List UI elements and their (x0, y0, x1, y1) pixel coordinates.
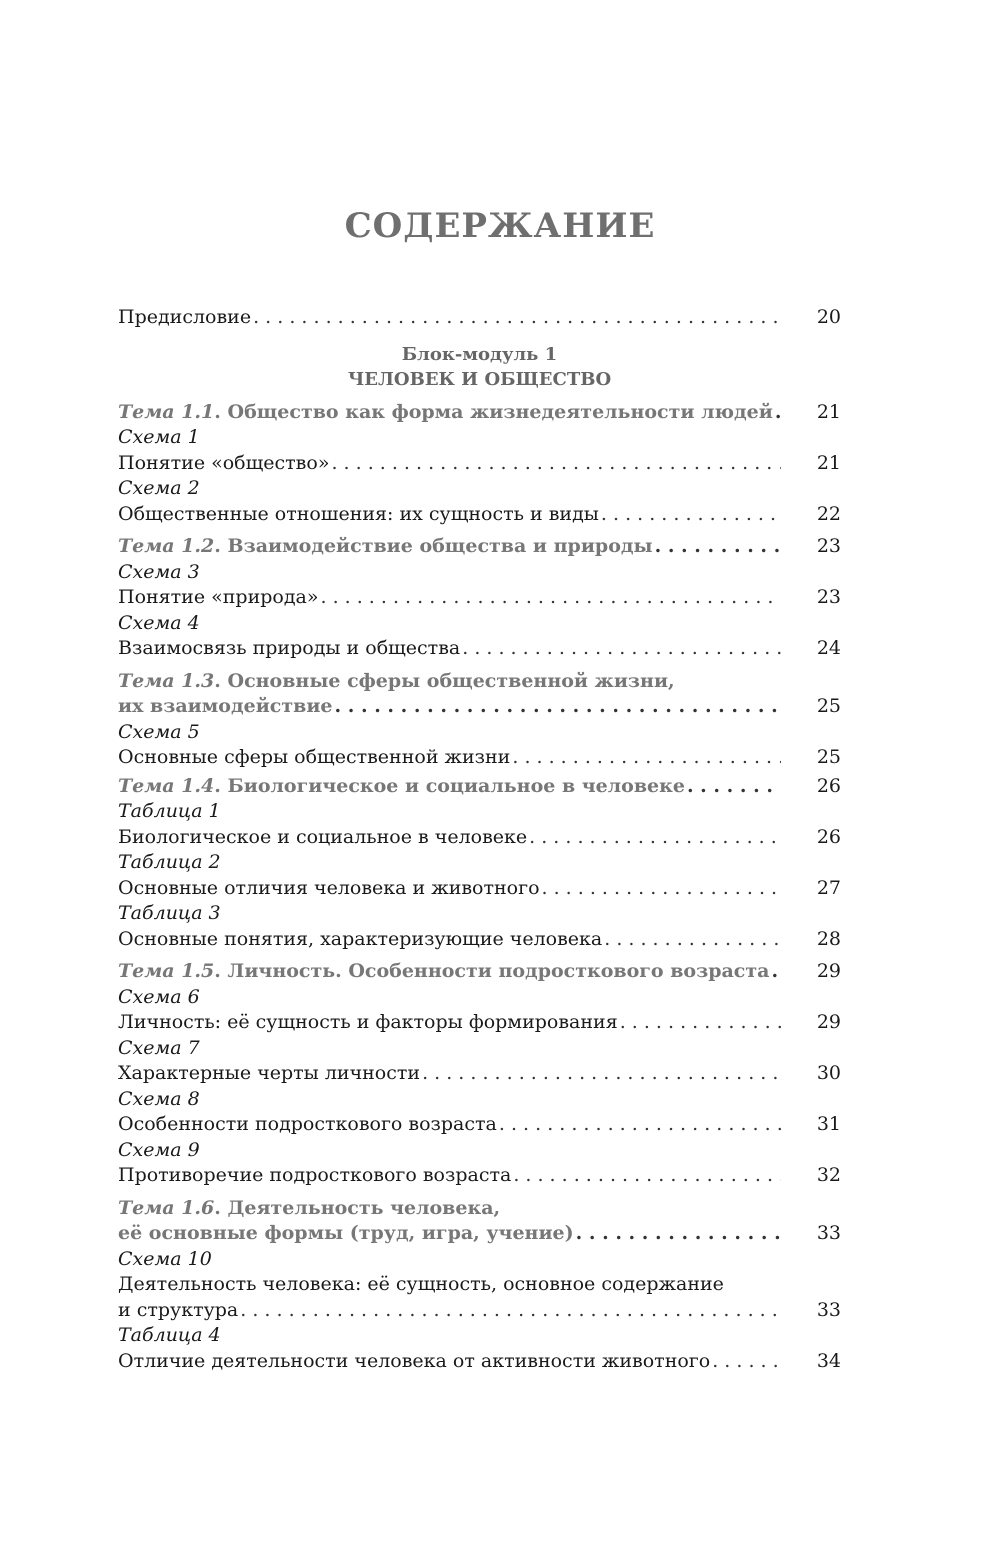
leader-dots (601, 502, 781, 528)
page-number: 27 (816, 876, 841, 899)
page-number: 25 (816, 746, 841, 768)
leader-dots (240, 1298, 781, 1324)
block-heading (118, 343, 841, 393)
topic-title-line1: Основные сферы общественной жизни, (227, 669, 675, 692)
toc-entry[interactable] (118, 745, 841, 771)
page-number: 33 (816, 1298, 841, 1321)
page-number: 32 (816, 1164, 841, 1186)
leader-dots (771, 959, 781, 985)
leader-dots (422, 1061, 781, 1087)
entry-text: Понятие «природа» (118, 586, 319, 608)
table-of-contents (118, 305, 841, 1374)
entry-text: Основные сферы общественной жизни (118, 746, 511, 768)
toc-topic[interactable]: Тема 1.6. Деятельность человека, её основные формы (труд, игра, учение) . . . 33 (118, 1196, 841, 1247)
toc-entry[interactable] (118, 636, 841, 662)
page-number: 26 (816, 774, 841, 797)
topic-number: Тема 1.5 (118, 960, 215, 982)
leader-dots (462, 636, 781, 662)
item-caption: Схема 4 (118, 611, 200, 634)
page-number: 21 (816, 400, 841, 423)
item-caption: Таблица 2 (118, 851, 221, 873)
entry-text: Основные отличия человека и животного (118, 876, 540, 899)
topic-number: Тема 1.4 (118, 774, 215, 797)
topic-number: Тема 1.2 (118, 535, 215, 557)
leader-dots (512, 745, 781, 771)
leader-dots (712, 1349, 781, 1375)
leader-dots (331, 451, 781, 477)
page-title: СОДЕРЖАНИЕ (344, 206, 656, 246)
topic-title: Личность. Особенности подросткового возраста (227, 960, 770, 982)
item-caption: Схема 6 (118, 985, 200, 1008)
toc-entry[interactable] (118, 451, 841, 477)
page-number: 28 (816, 927, 841, 950)
entry-text: Особенности подросткового возраста (118, 1113, 497, 1135)
item-caption: Таблица 4 (118, 1324, 221, 1346)
entry-text: Общественные отношения: их сущность и виды (118, 502, 599, 525)
item-caption: Схема 7 (118, 1036, 200, 1059)
topic-title-line1: Деятельность человека, (227, 1196, 501, 1219)
toc-topic[interactable]: Тема 1.5. Личность. Особенности подросткового возраста . . . 29 (118, 959, 841, 985)
block-title: ЧЕЛОВЕК И ОБЩЕСТВО (347, 368, 612, 390)
toc-entry[interactable] (118, 502, 841, 528)
leader-dots (499, 1112, 781, 1138)
item-caption: Схема 10 (118, 1247, 212, 1270)
toc-entry[interactable] (118, 1010, 841, 1036)
item-caption: Схема 8 (118, 1087, 200, 1110)
entry-text: Отличие деятельности человека от активности животного (118, 1349, 711, 1372)
topic-number: Тема 1.1 (118, 400, 215, 423)
toc-entry[interactable] (118, 585, 841, 611)
page-number: 30 (816, 1062, 841, 1084)
item-caption: Схема 3 (118, 560, 200, 583)
topic-title: Взаимодействие общества и природы (227, 535, 653, 557)
page-number: 33 (816, 1222, 841, 1244)
toc-entry[interactable] (118, 876, 841, 902)
topic-number: Тема 1.3 (118, 669, 215, 692)
page-number: 20 (816, 306, 841, 328)
page-number: 21 (816, 451, 841, 474)
leader-dots (320, 585, 781, 611)
toc-entry[interactable] (118, 1163, 841, 1189)
toc-topic[interactable]: Тема 1.4. Биологическое и социальное в человеке . . . 26 (118, 774, 841, 800)
item-caption: Таблица 3 (118, 902, 221, 924)
page-number: 26 (816, 825, 841, 848)
item-caption: Таблица 1 (118, 800, 221, 822)
toc-topic[interactable]: Тема 1.2. Взаимодействие общества и природы . . . 23 (118, 534, 841, 560)
page-number: 31 (816, 1113, 841, 1135)
entry-text: Характерные черты личности (118, 1062, 421, 1084)
block-label: Блок-модуль 1 (401, 343, 558, 365)
page-number: 34 (816, 1349, 841, 1372)
leader-dots (620, 1010, 781, 1036)
page-number: 29 (816, 1011, 841, 1033)
entry-text: Основные понятия, характеризующие человека (118, 927, 603, 950)
entry-text: Биологическое и социальное в человеке (118, 825, 528, 848)
toc-topic[interactable]: Тема 1.1. Общество как форма жизнедеятельности людей . . . 21 (118, 400, 841, 426)
toc-topic[interactable]: Тема 1.3. Основные сферы общественной жизни, их взаимодействие . . . 25 (118, 669, 841, 720)
leader-dots (253, 305, 781, 331)
topic-title: Биологическое и социальное в человеке (227, 774, 685, 797)
entry-text: Противоречие подросткового возраста (118, 1164, 512, 1186)
page-number: 23 (816, 535, 841, 557)
toc-entry[interactable] (118, 927, 841, 953)
page-number: 23 (816, 586, 841, 608)
entry-text: Предисловие (118, 306, 252, 328)
page-number: 29 (816, 960, 841, 982)
leader-dots (655, 534, 781, 560)
toc-entry[interactable] (118, 825, 841, 851)
toc-entry[interactable] (118, 1272, 841, 1323)
leader-dots (604, 927, 781, 953)
page-number: 25 (816, 695, 841, 717)
topic-title-line2: её основные формы (труд, игра, учение) (118, 1222, 574, 1244)
entry-text-line1: Деятельность человека: её сущность, основное содержание (118, 1273, 724, 1295)
leader-dots (513, 1163, 781, 1189)
item-caption: Схема 2 (118, 477, 200, 499)
leader-dots (576, 1221, 781, 1247)
page-number: 22 (816, 502, 841, 525)
toc-entry[interactable] (118, 1112, 841, 1138)
topic-title: Общество как форма жизнедеятельности людей (227, 400, 773, 423)
topic-number: Тема 1.6 (118, 1196, 215, 1219)
entry-text: Взаимосвязь природы и общества (118, 637, 461, 659)
leader-dots (335, 694, 781, 720)
item-caption: Схема 1 (118, 426, 200, 448)
topic-title-line2: их взаимодействие (118, 695, 333, 717)
toc-entry[interactable] (118, 1061, 841, 1087)
item-caption: Схема 9 (118, 1138, 200, 1161)
leader-dots (775, 400, 781, 426)
leader-dots (529, 825, 781, 851)
toc-entry[interactable] (118, 1349, 841, 1375)
entry-text-line2: и структура (118, 1298, 239, 1321)
leader-dots (687, 774, 781, 800)
leader-dots (542, 876, 781, 902)
entry-text: Понятие «общество» (118, 451, 330, 474)
page-number: 24 (816, 637, 841, 659)
item-caption: Схема 5 (118, 720, 200, 743)
entry-text: Личность: её сущность и факторы формирования (118, 1011, 618, 1033)
toc-entry-preface[interactable] (118, 305, 841, 331)
